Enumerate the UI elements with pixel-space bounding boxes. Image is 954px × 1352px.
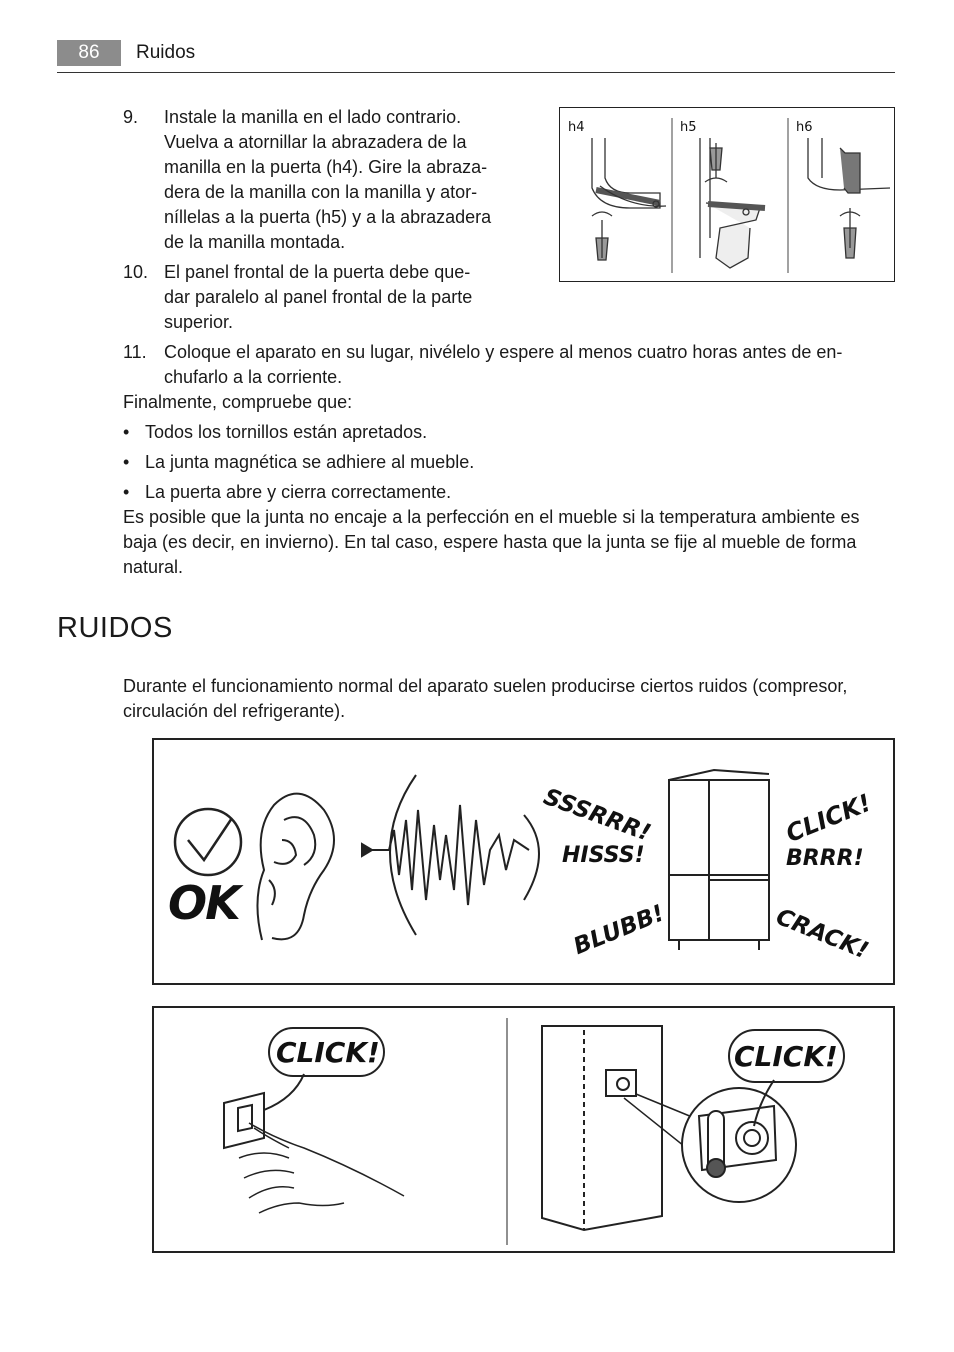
click-bubble-left: CLICK! — [276, 1036, 380, 1069]
click-figure — [152, 1006, 895, 1253]
section-title: RUIDOS — [57, 612, 173, 644]
step-9-line: níllelas a la puerta (h5) y a la abrazadera — [164, 207, 492, 227]
step-10-line: El panel frontal de la puerta debe que- — [164, 262, 471, 282]
sound-blubb: BLUBB! — [570, 900, 668, 961]
step-10-line: dar paralelo al panel frontal de la parte — [164, 287, 473, 307]
sound-click: CLICK! — [782, 788, 876, 848]
bullet-item: La puerta abre y cierra correctamente. — [145, 482, 452, 502]
handle-install-figure — [559, 107, 895, 282]
note-line: baja (es decir, en invierno). En tal caso, espere hasta que la junta se fije al mueble de forma — [123, 532, 857, 552]
step-number: 10. — [123, 262, 149, 282]
handle-install-drawing — [560, 108, 896, 283]
bullet-item: La junta magnética se adhiere al mueble. — [145, 452, 475, 472]
click-bubble-right: CLICK! — [734, 1040, 838, 1073]
check-intro: Finalmente, compruebe que: — [123, 392, 353, 412]
step-9-line: dera de la manilla con la manilla y ator- — [164, 182, 478, 202]
bullet-dot: • — [123, 482, 130, 502]
step-9-line: de la manilla montada. — [164, 232, 346, 252]
page-header — [57, 40, 895, 73]
step-10-line: superior. — [164, 312, 234, 332]
step-9-line: Vuelva a atornillar la abrazadera de la — [164, 132, 467, 152]
sound-sssrrr: SSSRRR! — [540, 784, 654, 847]
fridge-icon — [669, 770, 769, 950]
bullet-dot: • — [123, 422, 130, 442]
step-11-line: Coloque el aparato en su lugar, nivélelo y espere al menos cuatro horas antes de en- — [164, 342, 843, 362]
step-number: 11. — [123, 342, 147, 362]
sound-hisss: HISSS! — [562, 843, 645, 868]
ear-icon — [257, 794, 334, 940]
figure-label-h5: h5 — [680, 120, 697, 135]
sound-crack: CRACK! — [772, 904, 872, 965]
figure-label-h6: h6 — [796, 120, 813, 135]
page-number: 86 — [57, 40, 121, 66]
step-number: 9. — [123, 107, 139, 127]
freezer-icon — [542, 1026, 662, 1230]
intro-line: circulación del refrigerante). — [123, 701, 346, 721]
bullet-dot: • — [123, 452, 130, 472]
note-line: natural. — [123, 557, 184, 577]
note-line: Es posible que la junta no encaje a la perfección en el mueble si la temperatura ambiente es — [123, 507, 860, 527]
noise-figure — [152, 738, 895, 985]
step-9-line: manilla en la puerta (h4). Gire la abraza- — [164, 157, 488, 177]
figure-label-h4: h4 — [568, 120, 585, 135]
soundwave-icon — [362, 775, 539, 935]
step-11-line: chufarlo a la corriente. — [164, 367, 343, 387]
ok-label: OK — [168, 876, 239, 930]
switch-icon — [224, 1093, 264, 1148]
step-9-line: Instale la manilla en el lado contrario. — [164, 107, 462, 127]
header-section-title: Ruidos — [136, 42, 196, 63]
sound-brrr: BRRR! — [786, 846, 864, 871]
bullet-item: Todos los tornillos están apretados. — [145, 422, 428, 442]
intro-line: Durante el funcionamiento normal del aparato suelen producirse ciertos ruidos (compresor, — [123, 676, 848, 696]
